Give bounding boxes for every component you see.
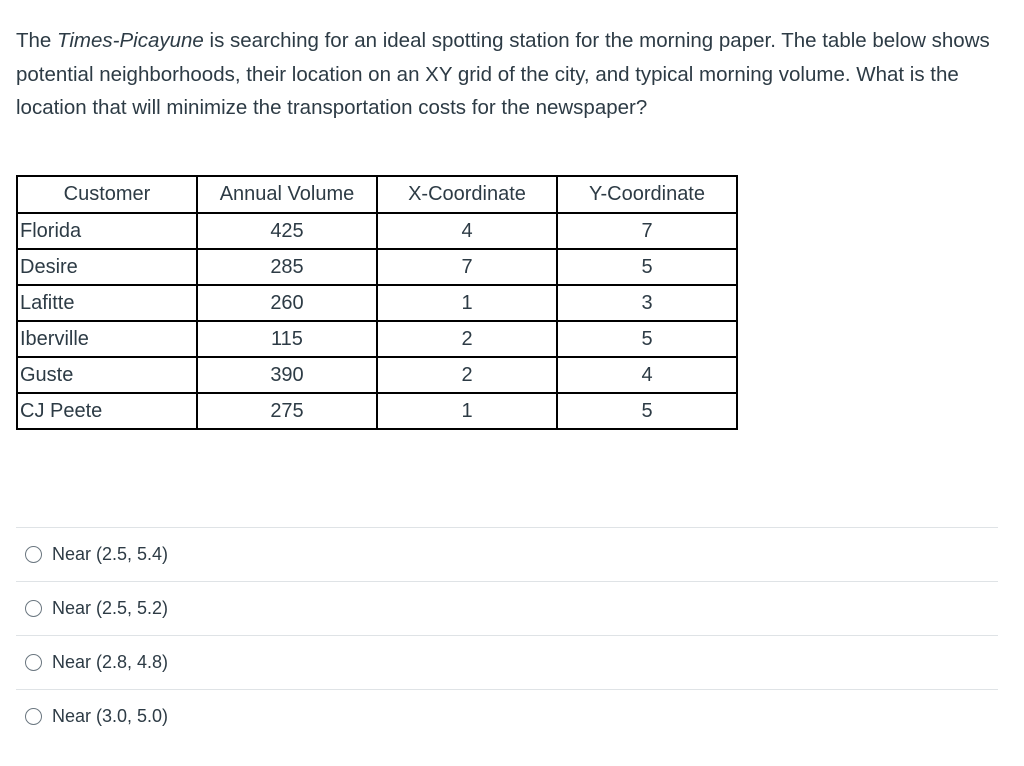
y-cell: 4 (557, 357, 737, 393)
answer-label[interactable]: Near (2.5, 5.2) (52, 598, 169, 618)
x-cell: 7 (377, 249, 557, 285)
answer-option-4[interactable] (16, 689, 998, 743)
volume-cell: 115 (197, 321, 377, 357)
y-cell: 5 (557, 321, 737, 357)
header-customer: Customer (17, 176, 197, 213)
volume-cell: 275 (197, 393, 377, 429)
x-cell: 4 (377, 213, 557, 249)
header-y-coordinate: Y-Coordinate (557, 176, 737, 213)
x-cell: 2 (377, 357, 557, 393)
answer-label[interactable]: Near (3.0, 5.0) (52, 706, 169, 726)
y-cell: 7 (557, 213, 737, 249)
data-table (16, 175, 738, 430)
y-cell: 5 (557, 249, 737, 285)
customer-cell: Iberville (17, 321, 197, 357)
radio-button[interactable] (25, 708, 42, 725)
table-header-row (17, 176, 737, 213)
customer-cell: CJ Peete (17, 393, 197, 429)
question-text (16, 24, 1006, 125)
customer-cell: Guste (17, 357, 197, 393)
x-cell: 1 (377, 393, 557, 429)
answer-choices (16, 527, 998, 743)
table-row (17, 285, 737, 321)
y-cell: 5 (557, 393, 737, 429)
volume-cell: 260 (197, 285, 377, 321)
table-row (17, 249, 737, 285)
y-cell: 3 (557, 285, 737, 321)
volume-cell: 390 (197, 357, 377, 393)
header-annual-volume: Annual Volume (197, 176, 377, 213)
question-body: is searching for an ideal spotting station for the morning paper. The table below shows potential neighborhoods, their location on an XY grid of the city, and typical morning volume. What is the location that will minimize the transportation costs for the newspaper? (16, 29, 990, 119)
header-x-coordinate: X-Coordinate (377, 176, 557, 213)
customer-cell: Florida (17, 213, 197, 249)
customer-cell: Desire (17, 249, 197, 285)
answer-option-3[interactable] (16, 635, 998, 689)
radio-button[interactable] (25, 654, 42, 671)
table-row (17, 321, 737, 357)
answer-option-1[interactable] (16, 527, 998, 581)
answer-option-2[interactable] (16, 581, 998, 635)
radio-button[interactable] (25, 600, 42, 617)
x-cell: 1 (377, 285, 557, 321)
customer-cell: Lafitte (17, 285, 197, 321)
table-row (17, 213, 737, 249)
volume-cell: 425 (197, 213, 377, 249)
volume-cell: 285 (197, 249, 377, 285)
newspaper-name: Times-Picayune (57, 29, 204, 52)
table-row (17, 357, 737, 393)
x-cell: 2 (377, 321, 557, 357)
question-prefix: The (16, 29, 58, 52)
table-row (17, 393, 737, 429)
answer-label[interactable]: Near (2.8, 4.8) (52, 652, 169, 672)
radio-button[interactable] (25, 546, 42, 563)
answer-label[interactable]: Near (2.5, 5.4) (52, 544, 169, 564)
